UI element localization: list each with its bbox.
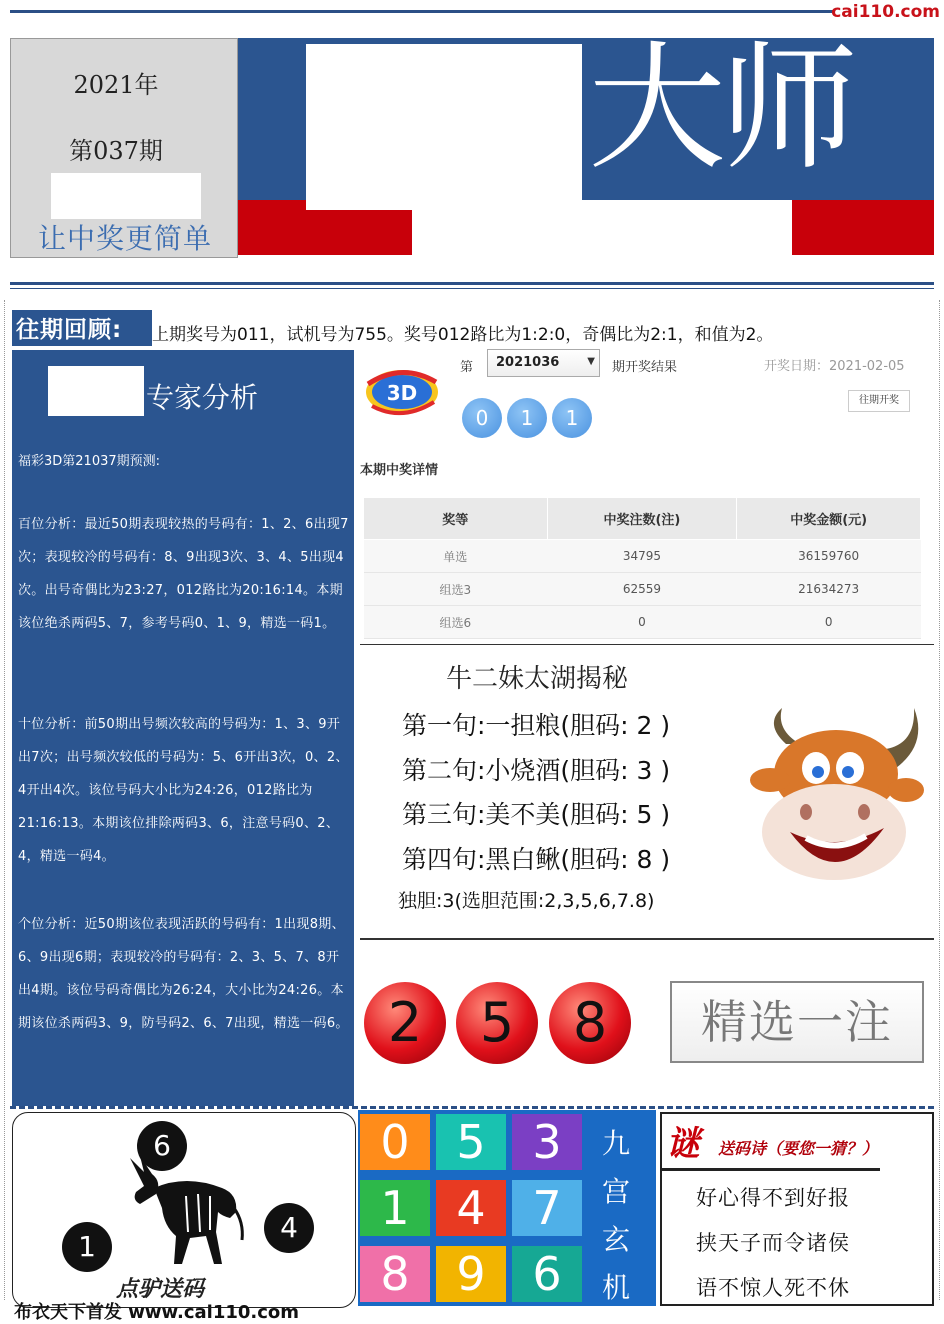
draw-date: 开奖日期：2021-02-05 [764,359,905,374]
history-draws-button[interactable]: 往期开奖 [848,390,910,412]
issue-prefix-label: 第 [460,360,474,375]
prize-count: 34795 [547,540,737,573]
cow-clue-3: 第三句:美不美(胆码: 5 ) [402,800,671,829]
review-text: 上期奖号为011，试机号为755。奖号012路比为1:2:0，奇偶比为2:1，和值为2。 [152,325,774,345]
poem-line-3: 语不惊人死不休 [696,1276,850,1300]
single-pick: 独胆:3(选胆范围:2,3,5,6,7.8) [398,890,655,912]
poem-title-rule [662,1168,880,1171]
header-slogan: 让中奖更简单 [37,222,212,255]
prize-amount: 36159760 [737,540,921,573]
result-ball-1: 0 [462,398,502,438]
section-divider [360,644,934,645]
prize-amount: 21634273 [737,573,921,606]
header-blank-patch [51,173,201,219]
header-divider-thin [10,288,934,289]
pick-label-box: 精选一注 [670,981,924,1063]
prize-level: 组选3 [364,573,548,606]
result-ball-2: 1 [507,398,547,438]
expert-blank-patch [48,366,144,416]
nine-cell: 4 [436,1180,506,1236]
lottery-3d-logo-icon [362,362,440,420]
header-year: 2021年 [73,71,159,99]
issue-suffix-label: 期开奖结果 [612,360,678,375]
right-dotted-border [939,300,940,1300]
prize-table-header-row [364,498,921,540]
nine-cell: 3 [512,1114,582,1170]
nine-label-char: 宫 [601,1175,630,1208]
prize-level: 单选 [364,540,548,573]
donkey-number-right: 4 [264,1203,314,1253]
nine-label-char: 机 [601,1271,630,1304]
donkey-caption: 点驴送码 [116,1277,205,1302]
nine-cell: 9 [436,1246,506,1302]
cow-clue-1: 第一句:一担粮(胆码: 2 ) [402,711,671,740]
cow-clue-4: 第四句:黑白鳅(胆码: 8 ) [402,845,671,874]
prize-header-amount: 中奖金额(元) [737,498,921,540]
prize-header-count: 中奖注数(注) [547,498,737,540]
poem-line-2: 挟天子而令诸侯 [696,1231,850,1255]
nine-cell: 5 [436,1114,506,1170]
nine-cell: 6 [512,1246,582,1302]
header-brand-title: 大师 [588,28,853,189]
issue-select-value: 2021036 [496,355,560,370]
tens-analysis: 十位分析：前50期出号频次较高的号码为：1、3、9开出7次；出号频次较低的号码为：5、6开出3次，0、2、4开出4次。该位号码大小比为24:26，012路比为21:16:13。本期该位排除两码3、6，注意号码0、2、4，精选一码4。 [18,717,349,864]
donkey-icon [126,1152,246,1270]
footer-credit: 布衣天下首发 www.cai110.com [14,1302,300,1323]
hundreds-analysis: 百位分析：最近50期表现较热的号码有：1、2、6出现7次；表现较冷的号码有：8、9出现3次、3、4、5出现4次。出号奇偶比为23:27，012路比为20:16:14。本期该位绝杀两码5、7，参考号码0、1、9，精选一码1。 [18,517,349,631]
nine-cell: 7 [512,1180,582,1236]
nine-palace-label [596,1120,636,1312]
prize-detail-title: 本期中奖详情 [360,463,439,478]
cow-mascot-icon [746,704,926,886]
svg-text:3D: 3D [386,381,418,405]
donkey-number-left: 1 [62,1222,112,1272]
table-row [364,540,921,573]
top-rule [10,10,834,13]
cow-clue-2: 第二句:小烧酒(胆码: 3 ) [402,756,671,785]
nine-cell: 1 [360,1180,430,1236]
bottom-dashed-divider [10,1106,934,1109]
table-row [364,606,921,639]
poem-riddle-mark: 谜 [666,1124,700,1164]
prize-count: 0 [547,606,737,639]
section-divider [360,938,934,940]
expert-subtitle: 福彩3D第21037期预测: [18,454,161,469]
review-tag: 往期回顾: [12,310,152,346]
table-row [364,573,921,606]
poem-line-1: 好心得不到好报 [696,1186,850,1210]
site-watermark: cai110.com [831,2,940,22]
nine-label-char: 九 [601,1127,630,1160]
pick-ball-1: 2 [364,982,446,1064]
nine-cell: 8 [360,1246,430,1302]
poem-title: 送码诗（要您一猜？） [718,1139,879,1158]
header-red-band-right [792,200,934,255]
issue-select[interactable] [487,349,600,377]
units-analysis: 个位分析：近50期该位表现活跃的号码有：1出现8期、6、9出现6期；表现较冷的号码有：2、3、5、7、8开出4期。该位号码奇偶比为26:24，大小比为24:26。本期该位杀两码3、9，防号码2、6、7出现，精选一码6。 [18,917,349,1031]
nine-cell: 0 [360,1114,430,1170]
expert-analysis-panel [12,350,354,1106]
left-dotted-border [4,300,5,1300]
header-issue: 第037期 [69,137,163,165]
prize-table [363,497,921,639]
pick-ball-3: 8 [549,982,631,1064]
header-divider [10,282,934,285]
poem-panel [660,1112,934,1306]
cow-riddle-title: 牛二妹太湖揭秘 [446,664,629,694]
result-ball-3: 1 [552,398,592,438]
donkey-number-top: 6 [137,1121,187,1171]
prize-amount: 0 [737,606,921,639]
prize-header-level: 奖等 [364,498,548,540]
prize-level: 组选6 [364,606,548,639]
pick-ball-2: 5 [456,982,538,1064]
header-blank-logo [306,44,582,210]
header-issue-panel [10,38,238,258]
nine-palace-panel [358,1110,656,1306]
expert-title: 专家分析 [146,381,259,414]
prize-count: 62559 [547,573,737,606]
chevron-down-icon: ▼ [587,356,595,367]
nine-label-char: 玄 [601,1223,630,1256]
